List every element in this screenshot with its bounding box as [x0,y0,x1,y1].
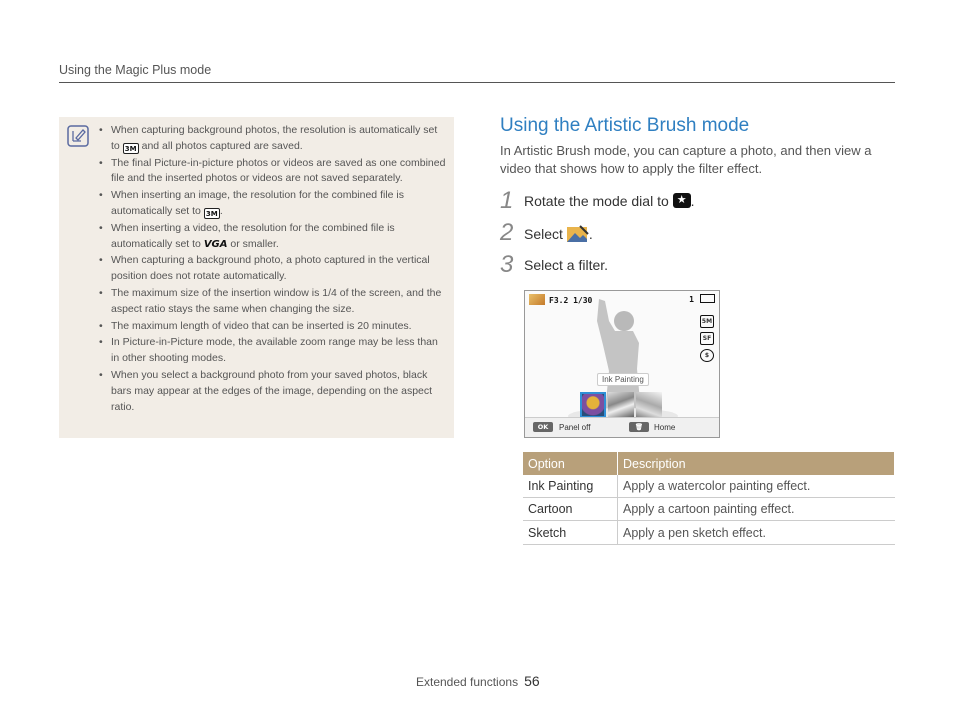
section-title: Using the Artistic Brush mode [500,115,750,136]
note-item: • The final Picture-in-picture photos or videos are saved as one combined file and the inserted photos or videos are not saved separately. [97,156,447,188]
description-cell: Apply a cartoon painting effect. [618,498,895,521]
description-cell: Apply a watercolor painting effect. [618,475,895,498]
star-mode-icon: ★ [673,193,691,208]
note-item: • The maximum size of the insertion window is 1/4 of the screen, and the aspect ratio stays the same when changing the size. [97,286,447,318]
resolution-3m-icon: 3M [123,143,139,154]
note-pencil-icon [67,125,89,147]
note-list [97,123,447,416]
resolution-icon: 5M [700,315,714,328]
step-number: 1 [500,187,514,214]
home-label: Home [654,423,676,432]
option-cell: Ink Painting [523,475,618,498]
filter-ink-painting-thumbnail[interactable] [580,392,606,418]
mode-thumbnail-icon [529,294,545,305]
section-intro: In Artistic Brush mode, you can capture a photo, and then view a video that shows how to apply the filter effect. [500,143,872,176]
note-item: • When capturing a background photo, a photo captured in the vertical position does not rotate automatically. [97,253,447,285]
step-text: Select a filter. [524,257,609,273]
column-header-description: Description [618,452,895,475]
step-number: 2 [500,219,514,246]
page-footer [416,673,540,689]
page-number: 56 [524,673,540,689]
resolution-3m-icon: 3M [204,208,220,219]
note-item: • The maximum length of video that can be inserted is 20 minutes. [97,319,447,335]
column-header-option: Option [523,452,618,475]
note-item: • When you select a background photo from your saved photos, black bars may appear at the edges of the image, depending on the aspect ratio. [97,368,447,415]
table-row [523,521,895,545]
table-header-row [523,452,895,475]
filter-cartoon-thumbnail[interactable] [608,392,634,418]
camera-screen [524,290,720,438]
flash-icon: $ [700,349,714,362]
step-text: Select . [524,226,593,242]
artistic-brush-icon [567,225,589,243]
note-item: • In Picture-in-Picture mode, the available zoom range may be less than in other shooting modes. [97,335,447,367]
description-cell: Apply a pen sketch effect. [618,521,895,545]
quality-icon: SF [700,332,714,345]
screen-side-icons [700,315,714,366]
step-number: 3 [500,251,514,278]
ok-button-icon[interactable]: OK [533,422,553,432]
filter-name-label: Ink Painting [597,373,649,386]
note-item: • When capturing background photos, the resolution is automatically set to 3M and all photos captured are saved. [97,123,447,155]
battery-icon [700,294,715,303]
panel-off-label: Panel off [559,423,591,432]
resolution-vga-icon: VGA [203,238,228,250]
filter-strip [580,392,662,418]
table-row [523,498,895,521]
filter-sketch-thumbnail[interactable] [636,392,662,418]
option-cell: Sketch [523,521,618,545]
note-item: • When inserting an image, the resolution for the combined file is automatically set to 3M . [97,188,447,220]
header-divider [59,82,895,83]
note-item: • When inserting a video, the resolution for the combined file is automatically set to VGA or smaller. [97,221,447,253]
footer-section-name: Extended functions [416,675,519,689]
exposure-readout: F3.2 1/30 [529,294,592,305]
page-header-title: Using the Magic Plus mode [59,63,212,77]
trash-icon[interactable]: 🗑 [629,422,649,432]
note-box [59,117,454,438]
table-row [523,475,895,498]
step-text: Rotate the mode dial to ★ . [524,193,695,209]
options-table [523,452,895,545]
option-cell: Cartoon [523,498,618,521]
screen-bottom-bar [525,417,719,437]
shot-count: 1 [689,294,715,304]
